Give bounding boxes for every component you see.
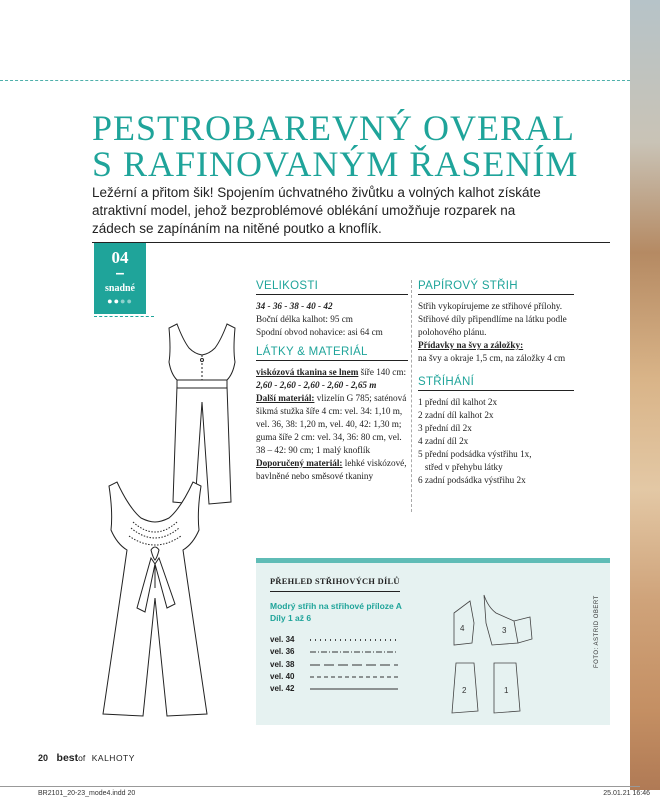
piece-label-3: 3 [502, 626, 507, 635]
slug-timestamp: 25.01.21 16:46 [603, 790, 650, 797]
allowance-text: na švy a okraje 1,5 cm, na záložky 4 cm [418, 353, 566, 363]
size-legend-label: vel. 38 [270, 659, 295, 669]
jumpsuit-back-drawing [95, 478, 215, 720]
size-legend-line [310, 672, 400, 682]
sizes-values: 34 - 36 - 38 - 40 - 42 [256, 301, 333, 311]
overview-pieces: Díly 1 až 6 [270, 613, 312, 623]
paper-heading: PAPÍROVÝ STŘIH [418, 280, 518, 292]
overview-title-rule [270, 591, 400, 592]
difficulty-dot: ● [107, 296, 114, 306]
extra-material-text: vlizelín G 785; saténová šikmá stužka šíře 4 cm: vel. 34: 1,10 m, vel. 36, 38: 1,20 m, vel. 40, 42: 1,30 m; guma šíře 2 cm: vel. 34, 36: 80 cm, vel. 38 – 42: 90 cm; 1 malý knoflík [256, 393, 407, 455]
cutting-item: 6 zadní podsádka výstřihu 2x [418, 475, 526, 485]
photo-edge [630, 0, 660, 790]
intro-rule [92, 242, 610, 243]
page-title [92, 110, 578, 182]
cutting-item: 5 přední podsádka výstřihu 1x, [418, 449, 532, 459]
fabric-rule [256, 360, 408, 361]
slug-rule [0, 786, 640, 787]
piece-label-2: 2 [462, 686, 467, 695]
size-line-legend [270, 635, 450, 696]
cutting-item: 1 přední díl kalhot 2x [418, 397, 498, 407]
extra-material-label: Další materiál: [256, 393, 315, 403]
difficulty-dot: ● [126, 296, 133, 306]
title-line-1: PESTROBAREVNÝ OVERAL [92, 108, 576, 148]
fabric-main-width: šíře 140 cm: [358, 367, 407, 377]
badge-dashed-line [94, 316, 154, 317]
pattern-overview-panel [256, 558, 610, 725]
slug-file: BR2101_20-23_mode4.indd 20 [38, 790, 136, 797]
overview-subtitle [270, 600, 402, 624]
size-legend-row [270, 660, 450, 672]
cutting-heading: STŘÍHÁNÍ [418, 376, 475, 388]
fabric-main-label: viskózová tkanina se lnem [256, 367, 359, 377]
photo-credit: FOTO: ASTRID OBERT [594, 595, 600, 668]
page-number: 20 [38, 753, 49, 763]
fabric-block [256, 366, 408, 483]
model-number: 04 [111, 248, 129, 267]
fabric-heading: LÁTKY & MATERIÁL [256, 346, 368, 358]
hem-width: Spodní obvod nohavice: asi 64 cm [256, 327, 383, 337]
sizes-rule [256, 294, 408, 295]
size-legend-row [270, 635, 450, 647]
size-legend-label: vel. 42 [270, 684, 295, 694]
size-legend-line [310, 660, 400, 670]
size-legend-line [310, 647, 400, 657]
top-dashed-rule [0, 80, 630, 81]
paper-text: Střih vykopírujeme ze střihové přílohy. Střihové díly připendlíme na látku podle polohového plánu. [418, 301, 567, 337]
magazine-of: of [78, 753, 86, 763]
overview-title: PŘEHLED STŘIHOVÝCH DÍLŮ [270, 577, 400, 586]
overview-sheet: Modrý střih na střihové příloze A [270, 601, 402, 611]
size-legend-label: vel. 36 [270, 647, 295, 657]
intro-text: Ležérní a přitom šik! Spojením úchvatného živůtku a volných kalhot získáte atraktivní model, jehož bezproblémové oblékání umožňuje rozparek na zádech se zapínáním na nitěné poutko a knoflík. [92, 185, 541, 236]
sizes-block [256, 300, 408, 339]
cutting-list [418, 396, 574, 487]
column-divider [411, 280, 412, 512]
size-legend-row [270, 647, 450, 659]
cutting-item: 2 zadní díl kalhot 2x [418, 410, 494, 420]
paper-rule [418, 294, 574, 295]
recommended-text: lehké viskózové, bavlněné nebo směsové tkaniny [256, 458, 407, 481]
difficulty-dot: ● [113, 296, 120, 306]
left-column [256, 280, 408, 483]
page-footer [38, 752, 135, 764]
piece-label-1: 1 [504, 686, 509, 695]
cutting-item: střed v přehybu látky [418, 462, 503, 472]
paper-block [418, 300, 574, 365]
allowance-label: Přídavky na švy a záložky: [418, 340, 524, 350]
title-line-2: S RAFINOVANÝM ŘASENÍM [92, 144, 579, 184]
cutting-item: 3 přední díl 2x [418, 423, 472, 433]
difficulty-dots [94, 296, 146, 306]
difficulty-dot: ● [120, 296, 127, 306]
side-length: Boční délka kalhot: 95 cm [256, 314, 353, 324]
size-legend-line [310, 635, 400, 645]
magazine-best: best [56, 752, 79, 764]
size-legend-row [270, 684, 450, 696]
size-legend-label: vel. 34 [270, 635, 295, 644]
size-legend-label: vel. 40 [270, 671, 295, 681]
fabric-amounts: 2,60 - 2,60 - 2,60 - 2,60 - 2,65 m [256, 380, 377, 390]
size-legend-row [270, 672, 450, 684]
difficulty-label: snadné [104, 283, 135, 294]
cutting-rule [418, 390, 574, 391]
sizes-heading: VELIKOSTI [256, 280, 319, 292]
recommended-label: Doporučený materiál: [256, 458, 343, 468]
right-column [418, 280, 574, 487]
section-name: KALHOTY [91, 753, 135, 763]
size-legend-line [310, 684, 400, 694]
model-badge [94, 243, 146, 314]
badge-dash: – [115, 265, 125, 282]
piece-label-4: 4 [460, 624, 465, 633]
pattern-pieces-drawing [444, 583, 594, 721]
cutting-item: 4 zadní díl 2x [418, 436, 469, 446]
